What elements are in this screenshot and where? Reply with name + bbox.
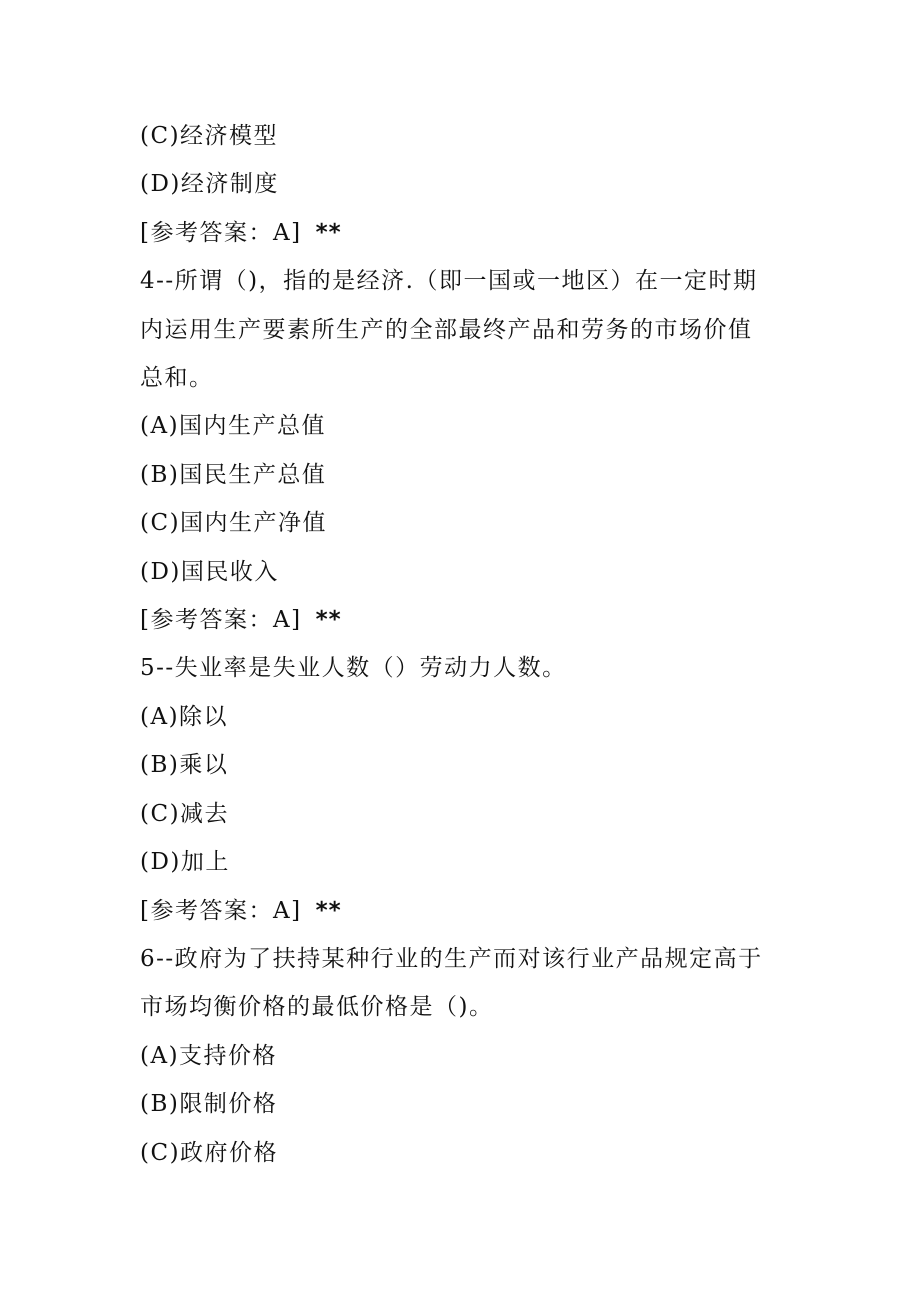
option-line: (C)国内生产净值 bbox=[140, 510, 328, 537]
option-line: (B)乘以 bbox=[140, 752, 229, 779]
option-line: (A)国内生产总值 bbox=[140, 413, 327, 440]
option-line: (C)减去 bbox=[140, 800, 230, 827]
option-line: (C)政府价格 bbox=[140, 1139, 279, 1166]
question-line: 市场均衡价格的最低价格是（)。 bbox=[140, 994, 494, 1021]
document-body bbox=[140, 112, 800, 1177]
option-line: (D)国民收入 bbox=[140, 558, 279, 585]
answer-stars: ** bbox=[315, 897, 342, 924]
option-line: (D)经济制度 bbox=[140, 171, 279, 198]
option-line: (A)除以 bbox=[140, 703, 229, 730]
option-line: (D)加上 bbox=[140, 849, 230, 876]
question-line: 6--政府为了扶持某种行业的生产而对该行业产品规定高于 bbox=[140, 945, 763, 972]
answer-stars: ** bbox=[315, 219, 342, 246]
answer-stars: ** bbox=[315, 607, 342, 634]
option-line: (B)限制价格 bbox=[140, 1091, 278, 1118]
answer-line bbox=[140, 209, 800, 257]
answer-text: [参考答案：A] bbox=[140, 897, 302, 924]
option-line: (B)国民生产总值 bbox=[140, 461, 327, 488]
question-line: 总和。 bbox=[140, 365, 214, 392]
answer-line bbox=[140, 596, 800, 644]
answer-line bbox=[140, 887, 800, 935]
question-line: 5--失业率是失业人数（）劳动力人数。 bbox=[140, 655, 567, 682]
answer-text: [参考答案：A] bbox=[140, 219, 302, 246]
question-line: 内运用生产要素所生产的全部最终产品和劳务的市场价值 bbox=[140, 316, 753, 343]
question-line: 4--所谓（)，指的是经济.（即一国或一地区）在一定时期 bbox=[140, 268, 758, 295]
option-line: (A)支持价格 bbox=[140, 1042, 278, 1069]
answer-text: [参考答案：A] bbox=[140, 607, 302, 634]
option-line: (C)经济模型 bbox=[140, 123, 279, 149]
